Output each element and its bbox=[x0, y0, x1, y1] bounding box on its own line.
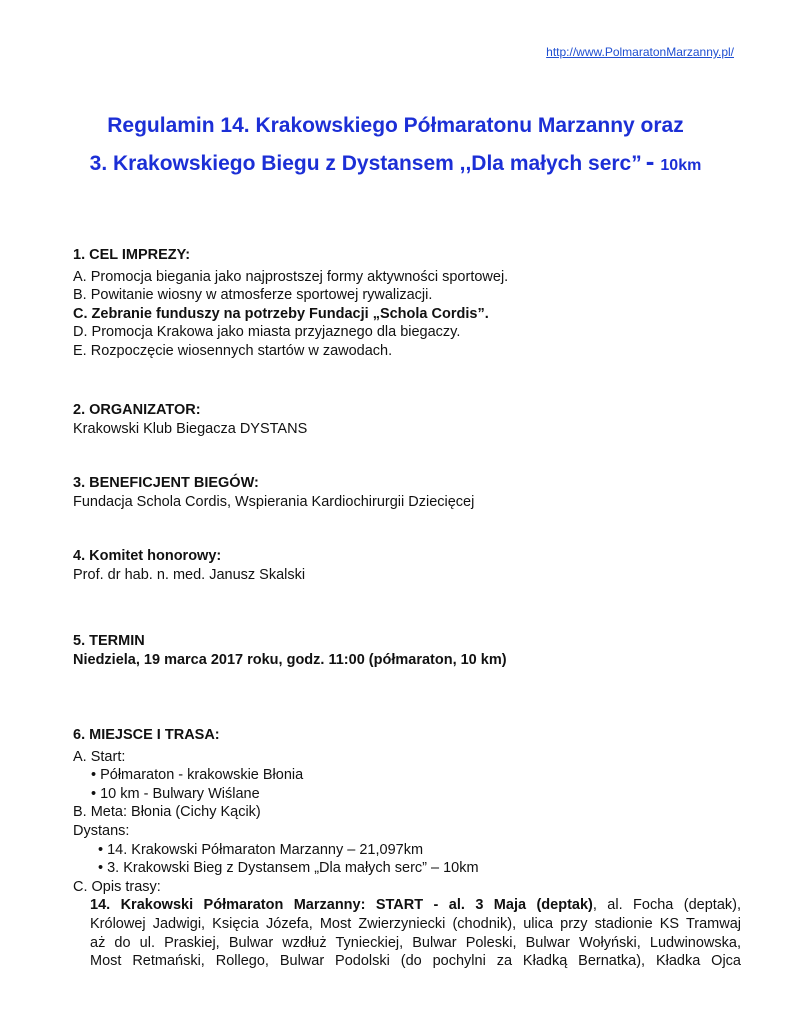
list-item: • 3. Krakowski Bieg z Dystansem „Dla małych serc” – 10km bbox=[98, 860, 479, 877]
list-item: D. Promocja Krakowa jako miasta przyjaznego dla biegaczy. bbox=[73, 324, 461, 341]
list-item: • 14. Krakowski Półmaraton Marzanny – 21,097km bbox=[98, 841, 424, 858]
section-heading: 2. ORGANIZATOR: bbox=[73, 402, 201, 418]
route-paragraph-line bbox=[73, 896, 741, 915]
document-title-line-2 bbox=[0, 146, 791, 177]
section-heading: 6. MIEJSCE I TRASA: bbox=[73, 727, 220, 743]
section-heading: 1. CEL IMPREZY: bbox=[73, 247, 191, 263]
title-dash: - bbox=[645, 146, 655, 176]
website-link[interactable]: http://www.PolmaratonMarzanny.pl/ bbox=[546, 45, 734, 59]
title-distance: 10km bbox=[660, 157, 702, 174]
section-beneficiary bbox=[73, 474, 741, 511]
start-label: A. Start: bbox=[73, 748, 126, 765]
list-item: E. Rozpoczęcie wiosennych startów w zawodach. bbox=[73, 342, 393, 359]
section-route bbox=[73, 726, 741, 971]
finish-label: B. Meta: Błonia (Cichy Kącik) bbox=[73, 804, 261, 821]
route-description-label: C. Opis trasy: bbox=[73, 878, 161, 895]
route-paragraph-line: aż do ul. Praskiej, Bulwar wzdłuż Tynieckiej, Bulwar Poleski, Bulwar Wołyński, Ludwinowska, bbox=[90, 934, 741, 951]
route-title: 14. Krakowski Półmaraton Marzanny: START - al. 3 Maja (deptak) bbox=[90, 897, 593, 914]
list-item: B. Powitanie wiosny w atmosferze sportowej rywalizacji. bbox=[73, 287, 433, 304]
list-item: • Półmaraton - krakowskie Błonia bbox=[91, 767, 304, 784]
section-heading: 3. BENEFICJENT BIEGÓW: bbox=[73, 475, 259, 491]
section-text: Krakowski Klub Biegacza DYSTANS bbox=[73, 420, 308, 437]
section-heading: 5. TERMIN bbox=[73, 633, 145, 649]
section-goal bbox=[73, 246, 741, 361]
title-line-2-text: 3. Krakowskiego Biegu z Dystansem ,,Dla małych serc” bbox=[89, 152, 642, 175]
list-item: C. Zebranie funduszy na potrzeby Fundacji „Schola Cordis”. bbox=[73, 305, 489, 322]
route-paragraph-line: Królowej Jadwigi, Księcia Józefa, Most Zwierzyniecki (chodnik), ulica przy stadionie KS Tramwaj bbox=[90, 915, 741, 932]
list-item: A. Promocja biegania jako najprostszej formy aktywności sportowej. bbox=[73, 268, 509, 285]
section-text: Fundacja Schola Cordis, Wspierania Kardiochirurgii Dziecięcej bbox=[73, 493, 475, 510]
section-heading: 4. Komitet honorowy: bbox=[73, 548, 222, 564]
document-title-line-1: Regulamin 14. Krakowskiego Półmaratonu Marzanny oraz bbox=[107, 114, 684, 137]
section-date bbox=[73, 632, 741, 669]
list-item: • 10 km - Bulwary Wiślane bbox=[91, 785, 260, 802]
section-text: Prof. dr hab. n. med. Janusz Skalski bbox=[73, 566, 306, 583]
section-organizer bbox=[73, 401, 741, 438]
section-committee bbox=[73, 547, 741, 584]
distance-label: Dystans: bbox=[73, 822, 130, 839]
section-text: Niedziela, 19 marca 2017 roku, godz. 11:00 (półmaraton, 10 km) bbox=[73, 651, 507, 668]
route-paragraph-line: Most Retmański, Rollego, Bulwar Podolski (do pochylni za Kładką Bernatka), Kładka Ojca bbox=[90, 953, 741, 970]
route-text: , al. Focha (deptak), bbox=[592, 897, 741, 914]
